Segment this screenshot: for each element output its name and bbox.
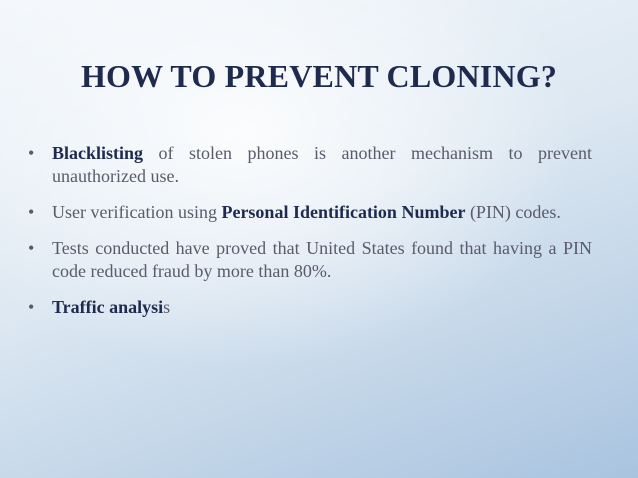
bullet-item-user-verification bbox=[24, 201, 592, 224]
bullet-text: (PIN) codes. bbox=[465, 202, 561, 222]
slide-title: HOW TO PREVENT CLONING? bbox=[80, 58, 558, 94]
bullet-item-tests-conducted bbox=[24, 237, 592, 283]
bullet-text: Tests conducted have proved that United States found that having a PIN code reduced fraud by more than 80%. bbox=[52, 238, 592, 281]
bullet-text: User verification using bbox=[52, 202, 222, 222]
bullet-emphasis: Blacklisting bbox=[52, 143, 144, 163]
bullet-text: of stolen phones is another mechanism to prevent unauthorized use. bbox=[52, 143, 592, 186]
bullet-marker: • bbox=[28, 238, 35, 258]
bullet-marker: • bbox=[28, 143, 35, 163]
bullet-marker: • bbox=[28, 297, 35, 317]
bullet-text: s bbox=[163, 297, 171, 317]
bullet-item-traffic-analysis bbox=[24, 296, 592, 319]
bullet-marker: • bbox=[28, 202, 35, 222]
bullet-list bbox=[24, 142, 592, 332]
bullet-item-blacklisting bbox=[24, 142, 592, 188]
bullet-emphasis: Personal Identification Number bbox=[221, 202, 466, 222]
bullet-emphasis: Traffic analysi bbox=[52, 297, 164, 317]
